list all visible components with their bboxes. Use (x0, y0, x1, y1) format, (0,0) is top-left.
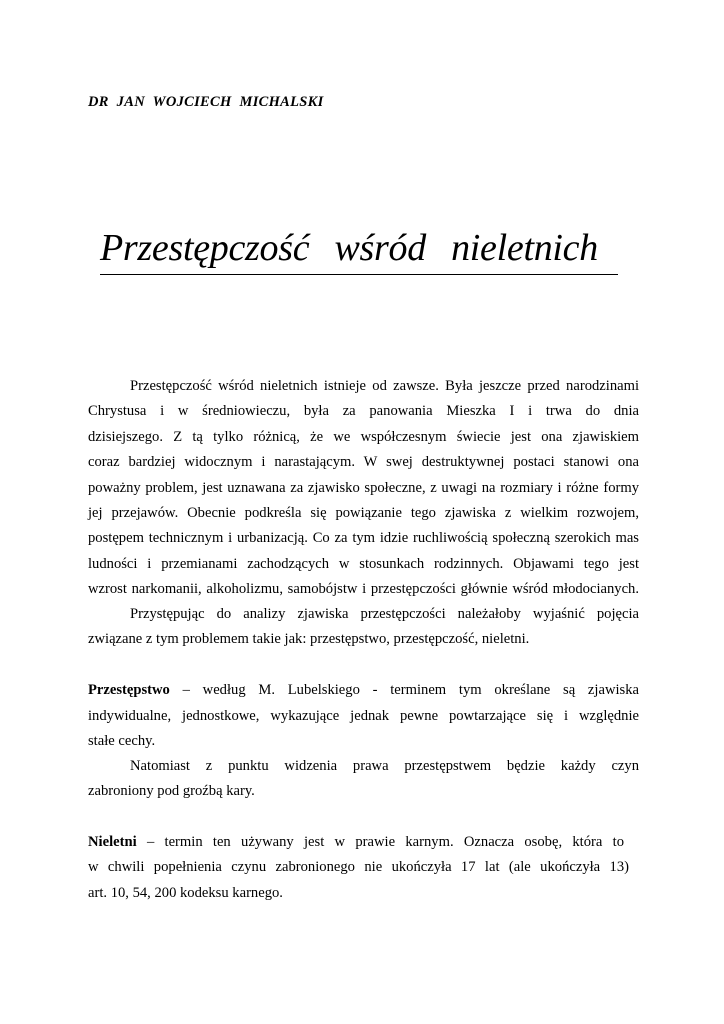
paragraph-line: ludności i przemianami zachodzących w stosunkach rodzinnych. Objawami tego jest (88, 556, 639, 572)
paragraph-line: indywidualne, jednostkowe, wykazujące jednak pewne powtarzające się i względnie (88, 708, 639, 724)
paragraph-line: Natomiast z punktu widzenia prawa przestępstwem będzie każdy czyn (130, 758, 639, 774)
paragraph-line: coraz bardziej widocznym i narastającym. W swej destruktywnej postaci stanowi ona (88, 454, 639, 470)
paragraph-line: art. 10, 54, 200 kodeksu karnego. (88, 885, 283, 901)
document-title: Przestępczość wśród nieletnich (100, 227, 598, 269)
term-nieletni: Nieletni (88, 834, 137, 850)
paragraph-line: w chwili popełnienia czynu zabronionego nie ukończyła 17 lat (ale ukończyła 13) (88, 859, 629, 875)
author-name: DR JAN WOJCIECH MICHALSKI (88, 94, 324, 110)
definition-nieletni-line (88, 833, 624, 851)
paragraph-line: postępem technicznym i urbanizacją. Co za tym idzie ruchliwością społeczną szerokich mas (88, 530, 639, 546)
paragraph-line: jej przejawów. Obecnie podkreśla się powiązanie tego zjawiska z wielkim rozwojem, (88, 505, 639, 521)
paragraph-line: Przestępczość wśród nieletnich istnieje od zawsze. Była jeszcze przed narodzinami (130, 378, 639, 394)
paragraph-line: związane z tym problemem takie jak: przestępstwo, przestępczość, nieletni. (88, 631, 530, 647)
definition-text: – według M. Lubelskiego - terminem tym określane są zjawiska (182, 682, 639, 698)
paragraph-line: wzrost narkomanii, alkoholizmu, samobójstw i przestępczości głównie wśród młodocianych. (88, 581, 639, 597)
paragraph-line: stałe cechy. (88, 733, 156, 749)
paragraph-line: Chrystusa i w średniowieczu, była za panowania Mieszka I i trwa do dnia (88, 403, 639, 419)
definition-przestepstwo-line (88, 681, 639, 699)
paragraph-line: Przystępując do analizy zjawiska przestępczości należałoby wyjaśnić pojęcia (130, 606, 639, 622)
definition-text: – termin ten używany jest w prawie karnym. Oznacza osobę, która to (146, 834, 624, 850)
term-przestepstwo: Przestępstwo (88, 682, 170, 698)
title-underline (100, 274, 618, 275)
paragraph-line: poważny problem, jest uznawana za zjawisko społeczne, z uwagi na rozmiary i różne formy (88, 480, 639, 496)
paragraph-line: dzisiejszego. Z tą tylko różnicą, że we współczesnym świecie jest ona zjawiskiem (88, 429, 639, 445)
paragraph-line: zabroniony pod groźbą kary. (88, 783, 255, 799)
